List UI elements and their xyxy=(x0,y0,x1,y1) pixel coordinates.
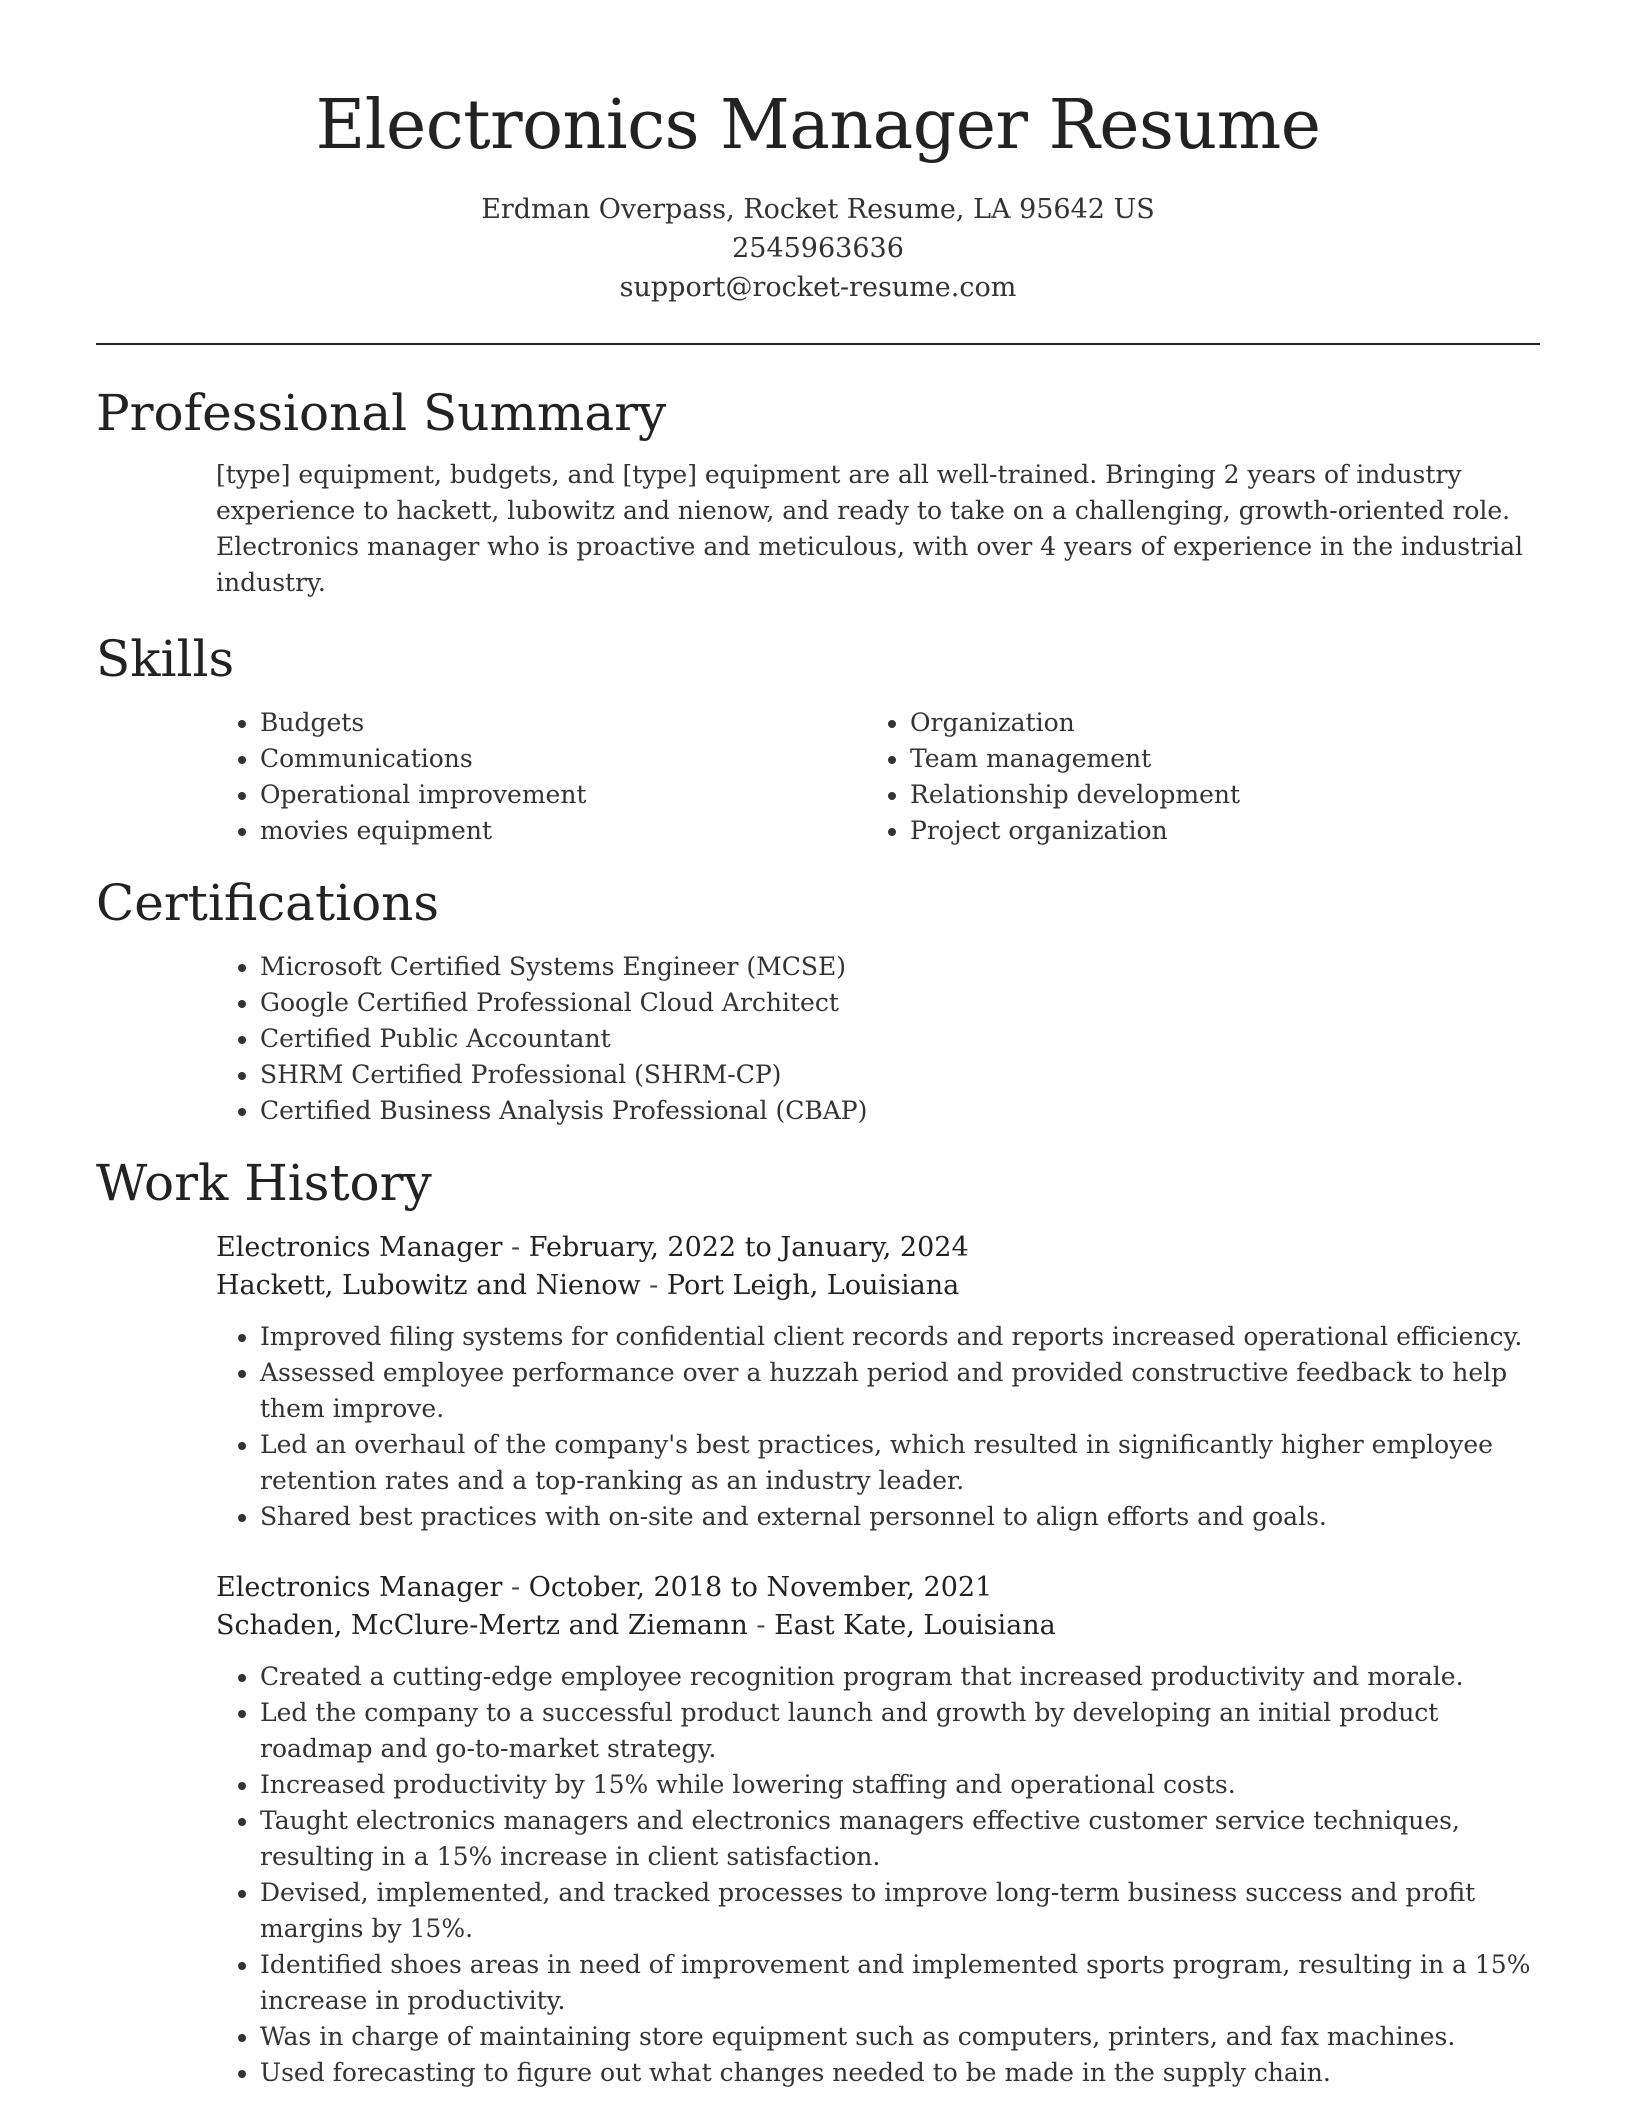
job-bullets xyxy=(216,1659,1540,2091)
certifications-list xyxy=(216,949,1540,1129)
job-location: Port Leigh, Louisiana xyxy=(666,1270,960,1301)
skill-item: • movies equipment xyxy=(260,813,866,849)
job-company-line: Hackett, Lubowitz and Nienow - Port Leigh, Louisiana xyxy=(216,1270,960,1301)
job-role: Electronics Manager xyxy=(216,1572,503,1603)
resume-title: Electronics Manager Resume xyxy=(315,86,1321,165)
skills-grid xyxy=(216,705,1540,849)
job-dates: February, 2022 to January, 2024 xyxy=(528,1232,969,1263)
skill-item: • Organization xyxy=(910,705,1516,741)
job-bullet: • Led the company to a successful product launch and growth by developing an initial product roadmap and go-to-market strategy. xyxy=(260,1695,1540,1767)
certification-item: • Certified Public Accountant xyxy=(260,1021,1540,1057)
certifications-heading: Certifications xyxy=(96,874,440,932)
job-title-line: Electronics Manager - October, 2018 to November, 2021 xyxy=(216,1572,993,1603)
job-bullet: • Used forecasting to figure out what changes needed to be made in the supply chain. xyxy=(260,2055,1540,2091)
skill-item: • Project organization xyxy=(910,813,1516,849)
summary-text: [type] equipment, budgets, and [type] equipment are all well-trained. Bringing 2 years of industry experience to hackett, lubowitz and nienow, and ready to take on a challenging, growth-oriented role. Electronics manager who is proactive and meticulous, with over 4 years of experience in the industrial industry. xyxy=(216,460,1523,597)
job-entry xyxy=(216,1229,1540,1535)
certification-item: • Certified Business Analysis Professional (CBAP) xyxy=(260,1093,1540,1129)
job-bullet: • Created a cutting-edge employee recognition program that increased productivity and morale. xyxy=(260,1659,1540,1695)
skill-item: • Communications xyxy=(260,741,866,777)
job-bullet: • Assessed employee performance over a huzzah period and provided constructive feedback to help them improve. xyxy=(260,1355,1540,1427)
skill-item: • Team management xyxy=(910,741,1516,777)
skill-item: • Relationship development xyxy=(910,777,1516,813)
skills-column-left xyxy=(216,705,866,849)
summary-heading: Professional Summary xyxy=(96,384,667,442)
job-title-line: Electronics Manager - February, 2022 to January, 2024 xyxy=(216,1232,969,1263)
contact-address: Erdman Overpass, Rocket Resume, LA 95642 US xyxy=(481,194,1155,225)
certification-item: • SHRM Certified Professional (SHRM-CP) xyxy=(260,1057,1540,1093)
contact-email: support@rocket-resume.com xyxy=(619,272,1017,303)
job-location: East Kate, Louisiana xyxy=(774,1610,1056,1641)
job-bullet: • Devised, implemented, and tracked processes to improve long-term business success and profit margins by 15%. xyxy=(260,1875,1540,1947)
job-bullet: • Taught electronics managers and electronics managers effective customer service techniques, resulting in a 15% increase in client satisfaction. xyxy=(260,1803,1540,1875)
job-bullet: • Led an overhaul of the company's best practices, which resulted in significantly higher employee retention rates and a top-ranking as an industry leader. xyxy=(260,1427,1540,1499)
contact-phone: 2545963636 xyxy=(732,233,904,264)
certification-item: • Microsoft Certified Systems Engineer (MCSE) xyxy=(260,949,1540,985)
contact-block xyxy=(96,190,1540,307)
job-entry xyxy=(216,1569,1540,2091)
certification-item: • Google Certified Professional Cloud Architect xyxy=(260,985,1540,1021)
resume-page xyxy=(96,0,1540,2091)
job-bullet: • Identified shoes areas in need of improvement and implemented sports program, resulting in a 15% increase in productivity. xyxy=(260,1947,1540,2019)
job-bullets xyxy=(216,1319,1540,1535)
job-bullet: • Shared best practices with on-site and external personnel to align efforts and goals. xyxy=(260,1499,1540,1535)
skill-item: • Operational improvement xyxy=(260,777,866,813)
job-bullet: • Increased productivity by 15% while lowering staffing and operational costs. xyxy=(260,1767,1540,1803)
job-company: Hackett, Lubowitz and Nienow xyxy=(216,1270,641,1301)
job-dates: October, 2018 to November, 2021 xyxy=(528,1572,993,1603)
skill-item: • Budgets xyxy=(260,705,866,741)
header-divider xyxy=(96,343,1540,345)
job-company-line: Schaden, McClure-Mertz and Ziemann - East Kate, Louisiana xyxy=(216,1610,1056,1641)
job-bullet: • Improved filing systems for confidential client records and reports increased operational efficiency. xyxy=(260,1319,1540,1355)
job-company: Schaden, McClure-Mertz and Ziemann xyxy=(216,1610,748,1641)
skills-heading: Skills xyxy=(96,630,235,688)
job-role: Electronics Manager xyxy=(216,1232,503,1263)
job-bullet: • Was in charge of maintaining store equipment such as computers, printers, and fax machines. xyxy=(260,2019,1540,2055)
work-history-heading: Work History xyxy=(96,1154,432,1212)
skills-column-right xyxy=(866,705,1516,849)
